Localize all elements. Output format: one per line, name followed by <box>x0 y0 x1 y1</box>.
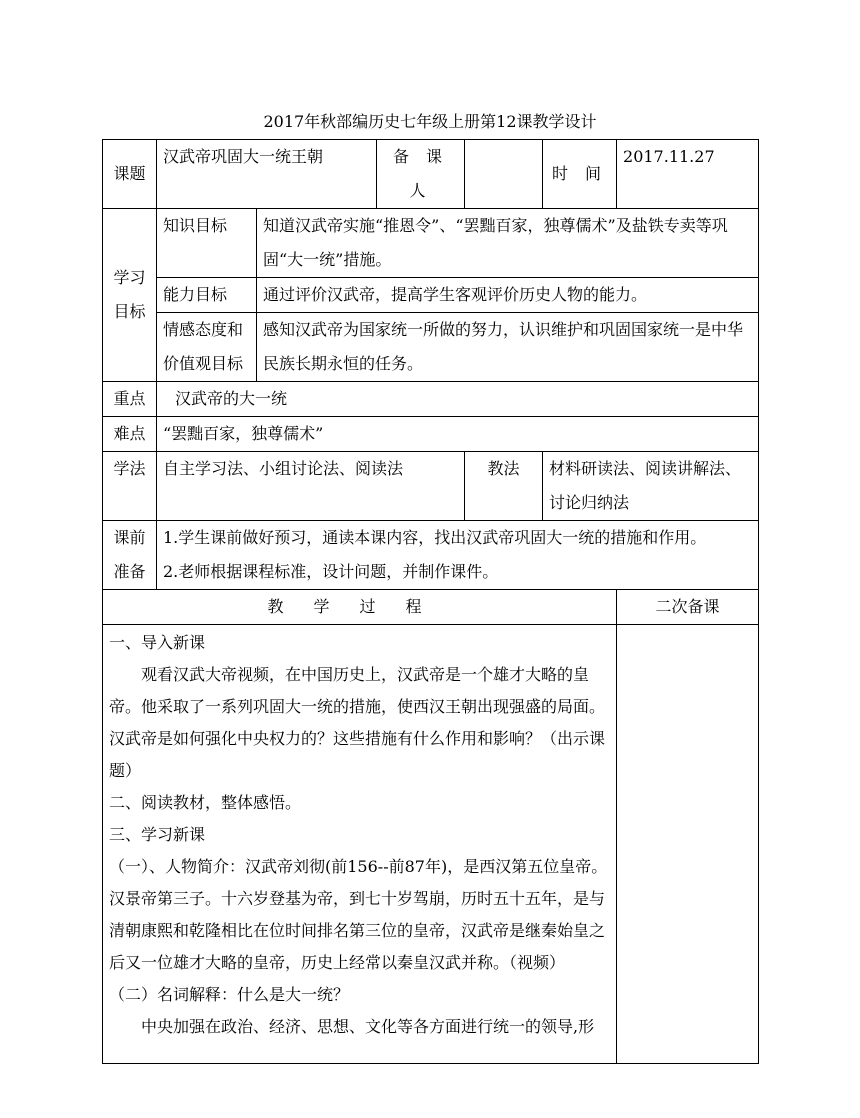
difficulty-text: “罢黜百家，独尊儒术” <box>157 417 759 452</box>
objectives-label <box>103 209 157 382</box>
second-prep-header: 二次备课 <box>617 590 759 625</box>
process-line-8: 中央加强在政治、经济、思想、文化等各方面进行统一的领导,形 <box>141 1017 595 1036</box>
preparer-value <box>465 140 543 209</box>
preparation-text <box>157 521 759 590</box>
lesson-plan-table <box>102 139 759 1064</box>
methods-row <box>103 452 759 521</box>
process-line-4: 二、阅读教材，整体感悟。 <box>109 793 302 812</box>
difficulty-label: 难点 <box>103 417 157 452</box>
time-value: 2017.11.27 <box>617 140 759 209</box>
ability-label: 能力目标 <box>157 278 257 313</box>
preparation-item-2: 2.老师根据课程标准，设计问题，并制作课件。 <box>163 562 499 581</box>
preparation-row <box>103 521 759 590</box>
objectives-label-line2: 目标 <box>113 302 146 321</box>
document-title: 2017年秋部编历史七年级上册第12课教学设计 <box>263 112 597 131</box>
ability-row <box>103 278 759 313</box>
topic-value: 汉武帝巩固大一统王朝 <box>157 140 377 209</box>
difficulty-row <box>103 417 759 452</box>
preparation-label-line1: 课前 <box>113 528 146 547</box>
preparation-label <box>103 521 157 590</box>
preparation-item-1: 1.学生课前做好预习，通读本课内容，找出汉武帝巩固大一统的措施和作用。 <box>163 528 707 547</box>
emotion-label-line1: 情感态度和 <box>163 320 244 339</box>
key-point-text: 汉武帝的大一统 <box>157 382 759 417</box>
learning-method-label: 学法 <box>103 452 157 521</box>
teaching-method-label: 教法 <box>465 452 543 521</box>
process-body <box>103 625 617 1064</box>
process-line-2: 观看汉武大帝视频，在中国历史上，汉武帝是一个雄才大略的皇帝。他采取了一系列巩固大一统的措施，使西汉王朝出现强盛的局面。 <box>109 665 606 716</box>
knowledge-text: 知道汉武帝实施“推恩令”、“罢黜百家，独尊儒术”及盐铁专卖等巩固“大一统”措施。 <box>257 209 759 278</box>
knowledge-row <box>103 209 759 278</box>
process-header-row <box>103 590 759 625</box>
time-label: 时 间 <box>543 140 617 209</box>
emotion-text: 感知汉武帝为国家统一所做的努力，认识维护和巩固国家统一是中华民族长期永恒的任务。 <box>257 313 759 382</box>
process-header: 教学过程 <box>103 590 617 625</box>
key-point-label: 重点 <box>103 382 157 417</box>
process-line-5: 三、学习新课 <box>109 825 206 844</box>
teaching-method-text: 材料研读法、阅读讲解法、讨论归纳法 <box>543 452 759 521</box>
emotion-label-line2: 价值观目标 <box>163 354 244 373</box>
key-point-row <box>103 382 759 417</box>
second-prep-body <box>617 625 759 1064</box>
topic-row <box>103 140 759 209</box>
preparer-label: 备 课 人 <box>377 140 465 209</box>
learning-method-text: 自主学习法、小组讨论法、阅读法 <box>157 452 465 521</box>
process-line-1: 一、导入新课 <box>109 633 206 652</box>
emotion-row <box>103 313 759 382</box>
process-line-7: （二）名词解释：什么是大一统？ <box>109 985 350 1004</box>
ability-text: 通过评价汉武帝，提高学生客观评价历史人物的能力。 <box>257 278 759 313</box>
objectives-label-line1: 学习 <box>113 268 146 287</box>
knowledge-label: 知识目标 <box>157 209 257 278</box>
topic-label: 课题 <box>103 140 157 209</box>
emotion-label <box>157 313 257 382</box>
process-line-3: 汉武帝是如何强化中央权力的？这些措施有什么作用和影响？（出示课题） <box>109 729 606 780</box>
process-line-6: （一）、人物简介：汉武帝刘彻(前156--前87年)，是西汉第五位皇帝。汉景帝第三子。十六岁登基为帝，到七十岁驾崩，历时五十五年，是与清朝康熙和乾隆相比在位时间排名第三位的皇帝，汉武帝是继秦始皇之后又一位雄才大略的皇帝，历史上经常以秦皇汉武并称。（视频） <box>109 857 608 972</box>
process-body-row <box>103 625 759 1064</box>
preparation-label-line2: 准备 <box>113 562 146 581</box>
